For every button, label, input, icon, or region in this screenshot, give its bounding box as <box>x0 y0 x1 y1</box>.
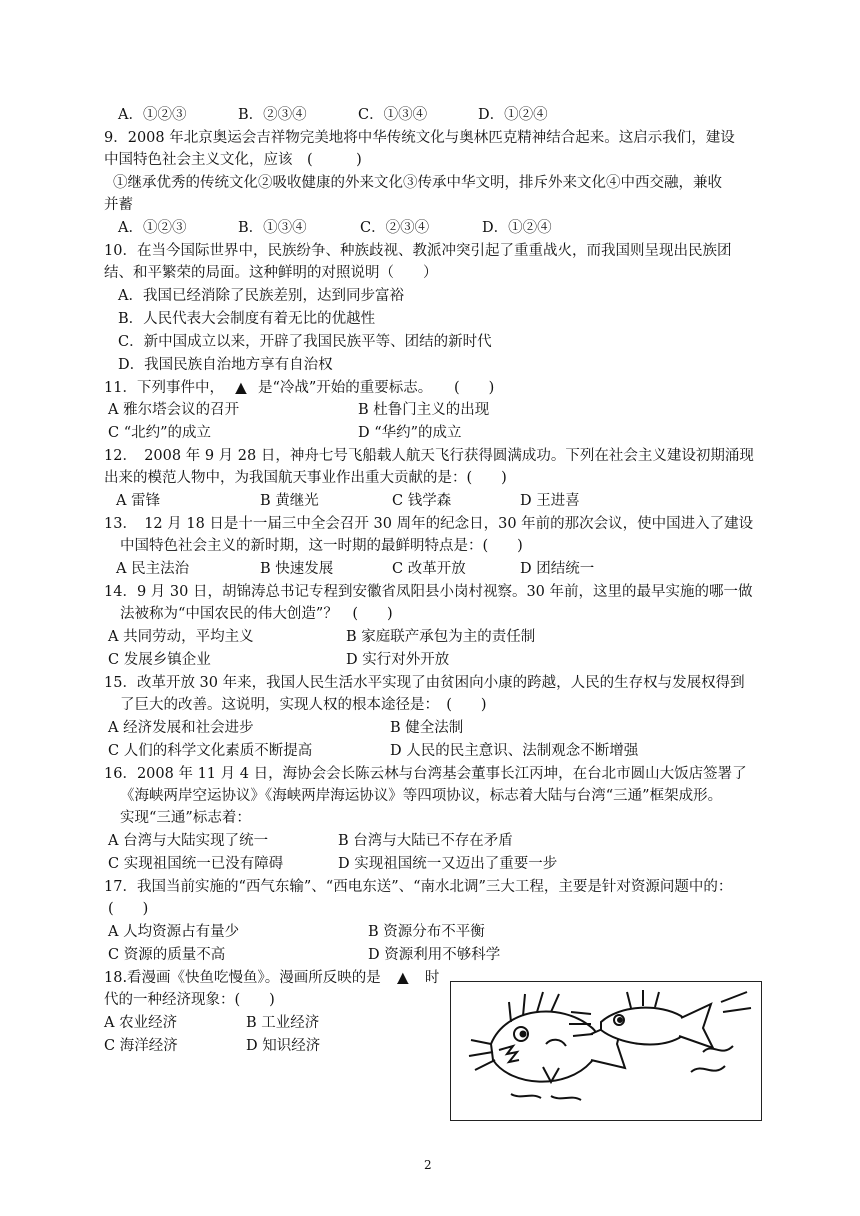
q13-option-b: B 快速发展 <box>260 561 334 577</box>
q14-option-b: B 家庭联产承包为主的责任制 <box>346 629 536 645</box>
q12-option-a: A 雷锋 <box>116 493 161 509</box>
q17-option-c: C 资源的质量不高 <box>108 947 226 963</box>
q12-option-b: B 黄继光 <box>260 493 319 509</box>
q9-stem-line1: 9．2008 年北京奥运会吉祥物完美地将中华传统文化与奥林匹克精神结合起来。这启示我们，建设 <box>104 130 735 146</box>
q9-stem-line2: 中国特色社会主义文化，应该 ( ) <box>104 152 362 168</box>
q16-option-b: B 台湾与大陆已不存在矛盾 <box>338 833 513 849</box>
q14-option-a: A 共同劳动，平均主义 <box>108 629 254 645</box>
q14-stem-line2: 法被称为“中国农民的伟大创造”？ ( ) <box>120 606 393 622</box>
q9-option-d: D．①②④ <box>482 220 552 236</box>
q12-stem-line1: 12． 2008 年 9 月 28 日，神舟七号飞船载人航天飞行获得圆满成功。下列在社会主义建设初期涌现 <box>104 448 754 464</box>
fish-cartoon-drawing <box>451 982 761 1120</box>
q18-stem-post: 时 <box>424 970 440 986</box>
q16-option-c: C 实现祖国统一已没有障碍 <box>108 856 284 872</box>
q9-items-line1: ①继承优秀的传统文化②吸收健康的外来文化③传承中华文明，排斥外来文化④中西交融，兼收 <box>113 175 722 191</box>
q8-option-d: D．①②④ <box>478 107 548 123</box>
q10-stem-line2: 结、和平繁荣的局面。这种鲜明的对照说明（ ） <box>104 265 438 281</box>
q9-option-b: B．①③④ <box>238 220 307 236</box>
big-fish-icon <box>469 992 625 1100</box>
q13-option-c: C 改革开放 <box>392 561 466 577</box>
q15-stem-line1: 15．改革开放 30 年来，我国人民生活水平实现了由贫困向小康的跨越，人民的生存权与发展权得到 <box>104 675 745 691</box>
q18-answer-blank: ▲ <box>397 970 409 986</box>
q15-option-c: C 人们的科学文化素质不断提高 <box>108 743 313 759</box>
q9-option-c: C．②③④ <box>360 220 430 236</box>
q10-option-c: C．新中国成立以来，开辟了我国民族平等、团结的新时代 <box>118 334 492 350</box>
q10-option-a: A．我国已经消除了民族差别，达到同步富裕 <box>118 288 404 304</box>
q13-option-a: A 民主法治 <box>116 561 190 577</box>
q11-answer-blank: ▲ <box>235 380 247 396</box>
q18-option-d: D 知识经济 <box>246 1038 321 1054</box>
q8-option-c: C．①③④ <box>358 107 428 123</box>
q16-stem-line1: 16．2008 年 11 月 4 日，海协会会长陈云林与台湾基会董事长江丙坤，在台北市圆山大饭店签署了 <box>104 766 747 782</box>
q12-option-c: C 钱学森 <box>392 493 452 509</box>
q15-option-a: A 经济发展和社会进步 <box>108 720 254 736</box>
q11-option-b: B 杜鲁门主义的出现 <box>358 402 490 418</box>
q11-option-c: C “北约”的成立 <box>108 425 212 441</box>
q16-option-a: A 台湾与大陆实现了统一 <box>108 833 269 849</box>
q13-option-d: D 团结统一 <box>520 561 595 577</box>
q9-items-line2: 并蓄 <box>104 197 133 213</box>
q10-option-d: D．我国民族自治地方享有自治权 <box>118 357 333 373</box>
q18-option-c: C 海洋经济 <box>104 1038 178 1054</box>
q10-option-b: B．人民代表大会制度有着无比的优越性 <box>118 311 376 327</box>
q14-option-c: C 发展乡镇企业 <box>108 652 211 668</box>
q11-stem <box>104 378 494 398</box>
q17-option-a: A 人均资源占有量少 <box>108 924 240 940</box>
q11-option-a: A 雅尔塔会议的召开 <box>108 402 240 418</box>
q12-option-d: D 王进喜 <box>520 493 580 509</box>
q15-option-d: D 人民的民主意识、法制观念不断增强 <box>390 743 639 759</box>
q16-stem-line2: 《海峡两岸空运协议》《海峡两岸海运协议》等四项协议，标志着大陆与台湾“三通”框架成形。 <box>120 788 723 804</box>
q13-stem-line2: 中国特色社会主义的新时期，这一时期的最鲜明特点是：( ) <box>120 538 523 554</box>
q17-stem-line2: ( ) <box>108 901 149 917</box>
q15-stem-line2: 了巨大的改善。这说明，实现人权的根本途径是： ( ) <box>120 697 487 713</box>
q18-stem-line1 <box>104 968 439 988</box>
q17-option-d: D 资源利用不够科学 <box>368 947 501 963</box>
q18-option-a: A 农业经济 <box>104 1015 178 1031</box>
q11-option-d: D “华约”的成立 <box>358 425 462 441</box>
page-number: 2 <box>424 1158 432 1172</box>
q11-stem-post: 是“冷战”开始的重要标志。 ( ) <box>257 380 495 396</box>
q10-stem-line1: 10．在当今国际世界中，民族纷争、种族歧视、教派冲突引起了重重战火，而我国则呈现出民族团 <box>104 243 732 259</box>
q13-stem-line1: 13． 12 月 18 日是十一届三中全会召开 30 周年的纪念日，30 年前的那次会议，使中国进入了建设 <box>104 516 754 532</box>
q9-option-a: A．①②③ <box>118 220 187 236</box>
q12-stem-line2: 出来的模范人物中，为我国航天事业作出重大贡献的是：( ) <box>104 470 507 486</box>
q17-option-b: B 资源分布不平衡 <box>368 924 485 940</box>
q16-stem-line3: 实现“三通”标志着： <box>120 810 251 826</box>
q18-stem-line2: 代的一种经济现象：( ) <box>104 992 275 1008</box>
q8-option-a: A．①②③ <box>118 107 187 123</box>
q15-option-b: B 健全法制 <box>390 720 464 736</box>
q14-option-d: D 实行对外开放 <box>346 652 450 668</box>
q16-option-d: D 实现祖国统一又迈出了重要一步 <box>338 856 558 872</box>
q17-stem-line1: 17．我国当前实施的“西气东输”、“西电东送”、“南水北调”三大工程，主要是针对资源问题中的： <box>104 879 733 895</box>
q18-option-b: B 工业经济 <box>246 1015 320 1031</box>
q8-option-b: B．②③④ <box>238 107 307 123</box>
q14-stem-line1: 14．9 月 30 日，胡锦涛总书记专程到安徽省凤阳县小岗村视察。30 年前，这里的最早实施的哪一做 <box>104 584 753 600</box>
q18-stem-pre: 18.看漫画《快鱼吃慢鱼》。漫画所反映的是 <box>104 970 381 986</box>
fish-cartoon <box>450 981 762 1121</box>
q11-stem-pre: 11．下列事件中， <box>104 380 224 396</box>
